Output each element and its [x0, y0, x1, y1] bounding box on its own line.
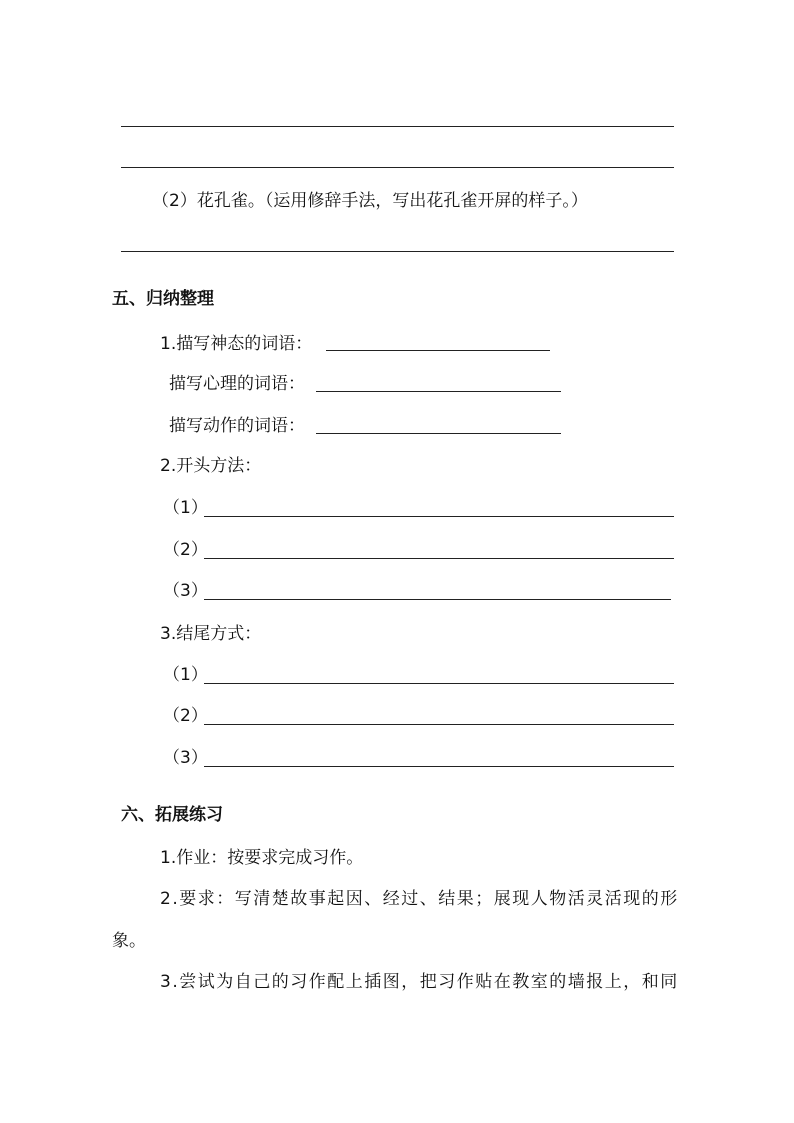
- answer-line-ending-1[interactable]: [204, 683, 674, 684]
- opening-number-1: （1）: [163, 498, 208, 518]
- words-label-expression: 1.描写神态的词语：: [160, 334, 313, 354]
- answer-line-ending-3[interactable]: [204, 766, 674, 767]
- answer-line-action[interactable]: [316, 433, 561, 434]
- answer-line-opening-2[interactable]: [204, 558, 674, 559]
- answer-line[interactable]: [121, 126, 674, 127]
- practice-item-3: 3.尝试为自己的习作配上插图，把习作贴在教室的墙报上，和同: [160, 972, 679, 992]
- ending-number-3: （3）: [163, 748, 208, 768]
- ending-number-2: （2）: [163, 706, 208, 726]
- answer-line-opening-3[interactable]: [204, 599, 671, 600]
- practice-item-1: 1.作业：按要求完成习作。: [160, 848, 364, 868]
- opening-number-2: （2）: [163, 540, 208, 560]
- answer-line-expression[interactable]: [326, 350, 550, 351]
- answer-line-ending-2[interactable]: [204, 724, 674, 725]
- endings-label: 3.结尾方式：: [160, 624, 262, 644]
- answer-line-psychology[interactable]: [316, 391, 561, 392]
- practice-item-2-line-1: 2.要求：写清楚故事起因、经过、结果；展现人物活灵活现的形: [160, 889, 679, 909]
- openings-label: 2.开头方法：: [160, 456, 262, 476]
- answer-line[interactable]: [121, 167, 674, 168]
- section-heading-summary: 五、归纳整理: [112, 289, 214, 309]
- ending-number-1: （1）: [163, 665, 208, 685]
- practice-item-2-line-2: 象。: [112, 931, 146, 951]
- answer-line[interactable]: [121, 251, 674, 252]
- words-label-action: 描写动作的词语：: [169, 416, 305, 436]
- words-label-psychology: 描写心理的词语：: [169, 374, 305, 394]
- opening-number-3: （3）: [163, 581, 208, 601]
- answer-line-opening-1[interactable]: [204, 516, 674, 517]
- section-heading-practice: 六、拓展练习: [121, 805, 223, 825]
- question-item-peacock: （2）花孔雀。（运用修辞手法，写出花孔雀开屏的样子。）: [152, 191, 588, 211]
